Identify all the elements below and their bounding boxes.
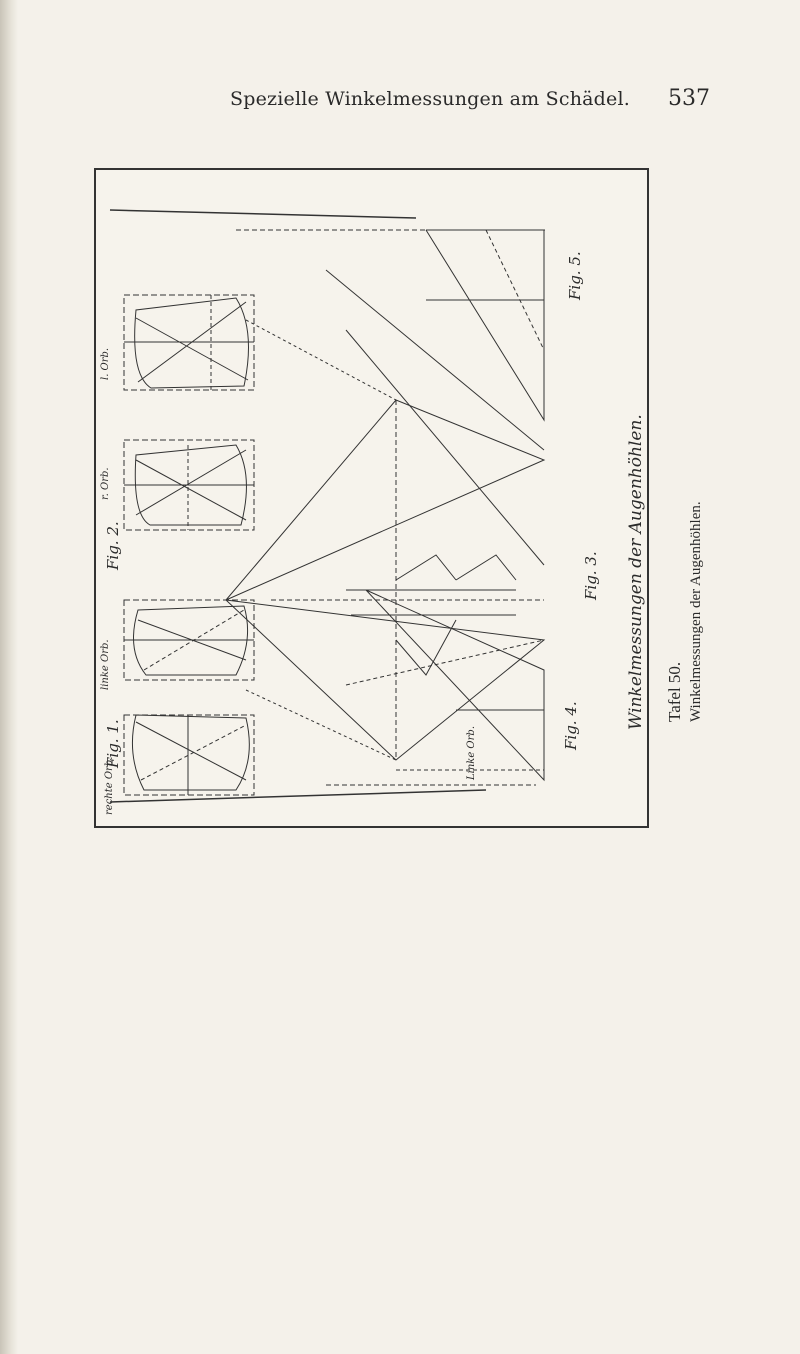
page-number: 537: [668, 86, 710, 111]
label-l-orb: l. Orb.: [100, 347, 111, 380]
plate-number: Tafel 50.: [665, 661, 684, 722]
plate-title: Winkelmessungen der Augenhöhlen.: [688, 501, 704, 722]
label-linke-orb-2: Linke Orb.: [466, 726, 477, 780]
fig1-label: Fig. 1.: [104, 719, 122, 768]
fig4-label: Fig. 4.: [562, 701, 580, 750]
running-title: Spezielle Winkelmessungen am Schädel.: [230, 88, 630, 110]
side-caption-block: [664, 501, 706, 722]
label-r-orb: r. Orb.: [100, 467, 111, 500]
label-linke-orb: linke Orb.: [100, 639, 111, 690]
top-left-orbit-panel: [124, 295, 254, 390]
fig2-panel: [124, 440, 254, 530]
plate-caption: Winkelmessungen der Augenhöhlen.: [626, 414, 646, 730]
fig5-construction: [426, 230, 544, 420]
fig2-label: Fig. 2.: [104, 521, 122, 570]
fig3-label: Fig. 3.: [582, 551, 600, 600]
fig5-label: Fig. 5.: [566, 251, 584, 300]
fig1-panel: [124, 600, 254, 795]
label-rechte-orb: rechte Orb.: [104, 756, 115, 815]
running-head: [230, 86, 710, 111]
fig4-construction: [366, 590, 544, 780]
plate-frame: [94, 168, 649, 828]
page-binding-shadow: [0, 0, 18, 1354]
